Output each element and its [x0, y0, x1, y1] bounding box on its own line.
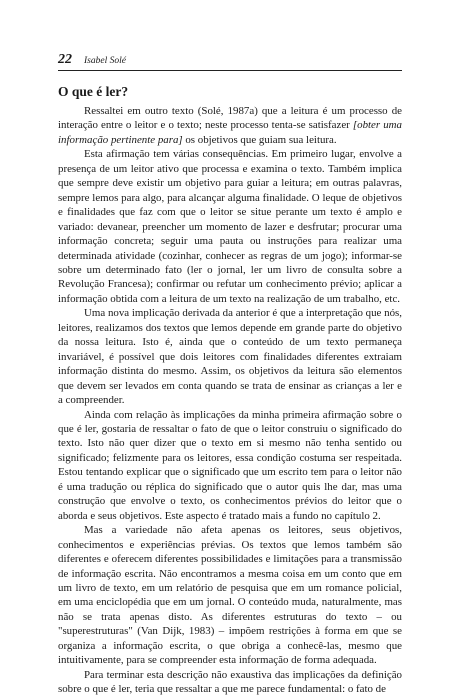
running-head-author: Isabel Solé [84, 56, 126, 66]
paragraph [58, 104, 402, 147]
paragraph: Esta afirmação tem várias consequências. Em primeiro lugar, envolve a presença de um leitor ativo que processa e examina o texto. Também implica que sempre deve existir um objetivo para guiar a leitura; em outras palavras, sempre lemos para algo, para alcançar alguma finalidade. O leque de objetivos e finalidades que faz com que o leitor se situe perante um texto é amplo e variado: devanear, preencher um momento de lazer e desfrutar; procurar uma informação concreta; seguir uma pauta ou instruções para realizar uma determinada atividade (cozinhar, conhecer as regras de um jogo); informar-se sobre um determinado fato (ler o jornal, ler um livro de consulta sobre a Revolução Francesa); confirmar ou refutar um conhecimento prévio; aplicar a informação obtida com a leitura de um texto na realização de um trabalho, etc. [58, 148, 402, 305]
body-text [58, 104, 402, 697]
section-title: O que é ler? [58, 84, 129, 99]
paragraph: Para terminar esta descrição não exaustiva das implicações da definição sobre o que é ler, teria que ressaltar a que me parece fundamental: o fato de [58, 668, 402, 696]
paragraph-text: Ressaltei em outro texto (Solé, 1987a) que a leitura é um processo de interação entre o leitor e o texto; neste processo tenta-se satisfazer [58, 105, 402, 132]
running-head [58, 52, 402, 71]
paragraph-text: os objetivos que guiam sua leitura. [182, 133, 337, 146]
paragraph: Uma nova implicação derivada da anterior é que a interpretação que nós, leitores, realizamos dos textos que lemos depende em grande parte do objetivo da nossa leitura. Isto é, ainda que o conteúdo de um texto permaneça invariável, é possível que dois leitores com finalidades diferentes extraiam informação distinta do mesmo. Assim, os objetivos da leitura são elementos que devem ser levados em conta quando se trata de ensinar as crianças a ler e a compreender. [58, 307, 402, 407]
paragraph: Mas a variedade não afeta apenas os leitores, seus objetivos, conhecimentos e experiências prévias. Os textos que lemos também são diferentes e oferecem diferentes possibilidades e limitações para a transmissão de informação escrita. Não encontramos a mesma coisa em um conto que em um livro de texto, em um relatório de pesquisa que em um romance policial, em uma enciclopédia que em um jornal. O conteúdo muda, naturalmente, mas não se trata apenas disto. As diferentes estruturas do texto – ou "superestruturas" (Van Dijk, 1983) – impõem restrições à forma em que se organiza a informação escrita, o que obriga a conhecê-las, mesmo que intuitivamente, para se compreender esta informação de forma adequada. [58, 524, 402, 667]
emphasized-phrase: [obter uma informação pertinente para] [58, 119, 402, 146]
paragraph: Ainda com relação às implicações da minha primeira afirmação sobre o que é ler, gostaria de ressaltar o fato de que o leitor construiu o significado do texto. Isto não quer dizer que o texto em si mesmo não tenha sentido ou significado; felizmente para os leitores, essa condição costuma ser respeitada. Estou tentando explicar que o significado que um escrito tem para o leitor não é uma tradução ou réplica do significado que o autor quis lhe dar, mas uma construção que envolve o texto, os conhecimentos prévios do leitor que o aborda e seus objetivos. Este aspecto é tratado mais a fundo no capítulo 2. [58, 408, 402, 522]
page-number: 22 [58, 52, 72, 67]
